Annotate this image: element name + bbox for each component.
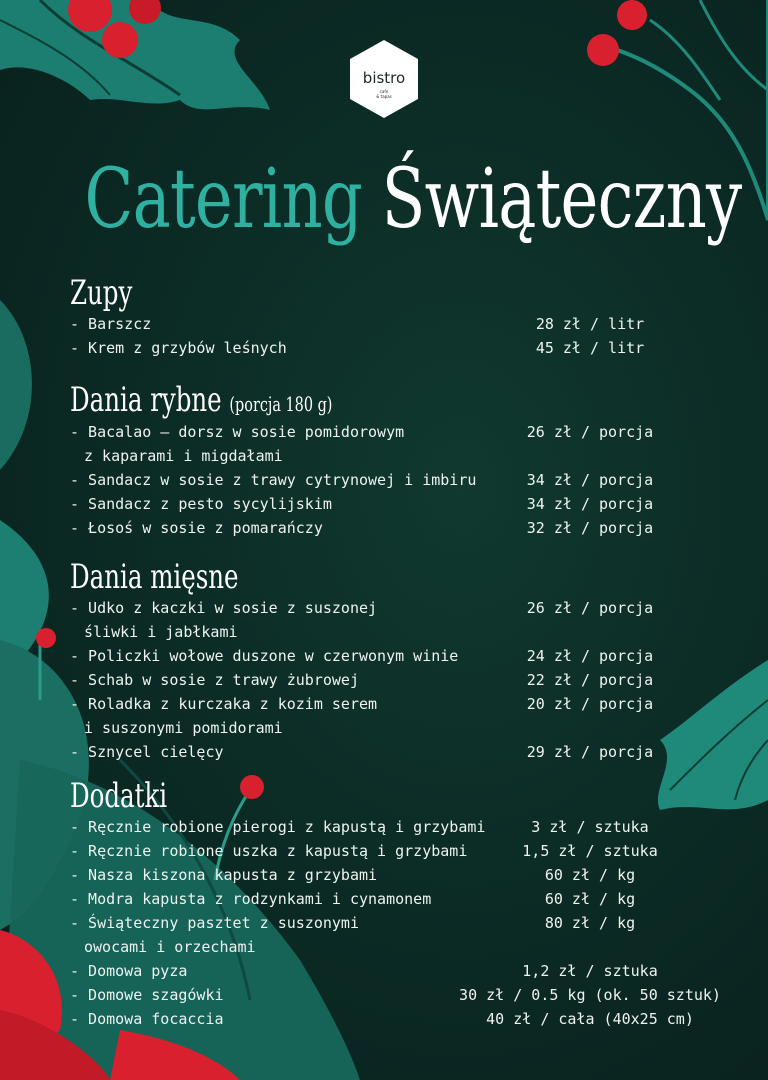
menu-item: - Ręcznie robione pierogi z kapustą i grzybami 3 zł / sztuka [70, 818, 649, 836]
svg-text:cafe: cafe [379, 89, 389, 94]
menu-item: - Łosoś w sosie z pomarańczy 32 zł / porcja [70, 519, 654, 537]
menu-item: - Ręcznie robione uszka z kapustą i grzybami 1,5 zł / sztuka [70, 842, 658, 860]
menu-item: - Domowa focaccia 40 zł / cała (40x25 cm) [70, 1010, 694, 1028]
menu-item: - Nasza kiszona kapusta z grzybami 60 zł / kg [70, 866, 636, 884]
menu-item: - Domowa pyza 1,2 zł / sztuka [70, 962, 658, 980]
menu-item: - Bacalao — dorsz w sosie pomidorowym 26 zł / porcja [70, 423, 654, 441]
title-part-swiateczny: Świąteczny [381, 152, 742, 247]
svg-text:& tapas: & tapas [376, 94, 392, 99]
menu-item: - Udko z kaczki w sosie z suszonej 26 zł / porcja [70, 599, 654, 617]
svg-text:bistro: bistro [362, 69, 406, 87]
menu-item: - Barszcz 28 zł / litr [70, 315, 645, 333]
menu-item: - Sznycel cielęcy 29 zł / porcja [70, 743, 654, 761]
menu-item: - Sandacz z pesto sycylijskim 34 zł / porcja [70, 495, 654, 513]
menu-item: - Roladka z kurczaka z kozim serem 20 zł / porcja [70, 695, 654, 713]
bistro-logo [348, 38, 420, 120]
menu-item-continuation: owocami i orzechami [84, 938, 256, 956]
menu-item-continuation: śliwki i jabłkami [84, 623, 238, 641]
portion-note: (porcja 180 g) [229, 392, 333, 416]
menu-item: - Sandacz w sosie z trawy cytrynowej i imbiru 34 zł / porcja [70, 471, 654, 489]
menu-item: - Modra kapusta z rodzynkami i cynamonem 60 zł / kg [70, 890, 636, 908]
menu-item: - Świąteczny pasztet z suszonymi 80 zł / kg [70, 914, 636, 932]
section-title-zupy: Zupy [70, 273, 133, 313]
menu-item: - Policzki wołowe duszone w czerwonym winie 24 zł / porcja [70, 647, 654, 665]
menu-item: - Schab w sosie z trawy żubrowej 22 zł / porcja [70, 671, 654, 689]
menu-item-continuation: z kaparami i migdałami [84, 447, 283, 465]
page-title [84, 150, 742, 250]
menu-item: - Krem z grzybów leśnych 45 zł / litr [70, 339, 645, 357]
section-title-dodatki: Dodatki [70, 776, 168, 816]
menu-item: - Domowe szagówki 30 zł / 0.5 kg (ok. 50 sztuk) [70, 986, 721, 1004]
section-title-dania-miesne: Dania mięsne [70, 557, 239, 597]
menu-item-continuation: i suszonymi pomidorami [84, 719, 283, 737]
title-part-catering: Catering [84, 152, 363, 247]
section-title-dania-rybne: Dania rybne (porcja 180 g) [70, 380, 333, 420]
